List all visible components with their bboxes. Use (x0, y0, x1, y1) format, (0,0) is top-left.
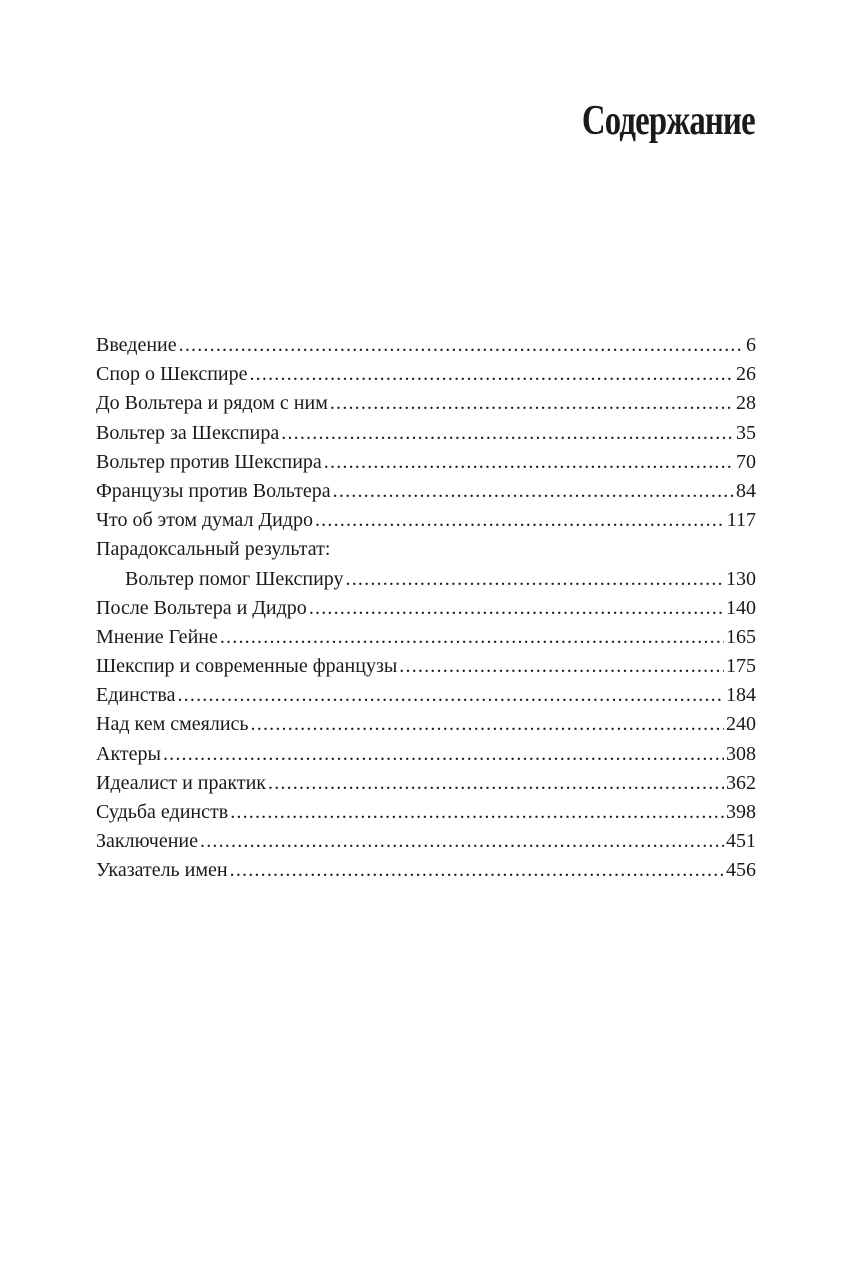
toc-dot-leader (163, 740, 724, 769)
toc-page-number: 140 (726, 596, 756, 619)
toc-entry-label: Над кем смеялись (96, 713, 249, 736)
toc-page-number: 117 (726, 509, 756, 532)
toc-entry-label: Французы против Вольтера (96, 479, 331, 502)
toc-entry-label: Парадоксальный результат: (96, 538, 331, 561)
toc-entry-introduction[interactable] (96, 331, 756, 360)
toc-entry-heine[interactable] (96, 623, 756, 652)
toc-page-number: 130 (726, 567, 756, 590)
toc-entry-label: Введение (96, 334, 177, 356)
toc-page-number: 165 (726, 625, 756, 648)
toc-dot-leader (309, 594, 724, 623)
toc-dot-leader (220, 623, 724, 652)
toc-page-number: 84 (736, 479, 756, 502)
toc-entry-label: Вольтер за Шекспира (96, 421, 280, 444)
toc-entry-label: Шекспир и современные французы (96, 655, 398, 678)
toc-entry-label: Заключение (96, 830, 198, 853)
toc-dot-leader (315, 506, 725, 535)
toc-dot-leader (230, 856, 724, 885)
toc-entry-idealist[interactable] (96, 769, 756, 798)
toc-entry-label: Судьба единств (96, 801, 229, 823)
toc-entry-label: Спор о Шекспире (96, 363, 248, 386)
toc-entry-label: До Вольтера и рядом с ним (96, 392, 328, 415)
toc-dot-leader (179, 331, 744, 360)
toc-page-number: 398 (726, 801, 756, 823)
toc-dot-leader (324, 448, 734, 477)
page-title: Содержание (581, 98, 755, 144)
toc-dot-leader (333, 477, 734, 506)
toc-entry-after-voltaire[interactable] (96, 594, 756, 623)
toc-page-number: 240 (726, 713, 756, 736)
toc-dot-leader (177, 681, 724, 710)
toc-entry-voltaire-helped[interactable] (96, 565, 756, 594)
toc-dot-leader (399, 652, 724, 681)
toc-entry-laughed-at[interactable] (96, 710, 756, 739)
toc-entry-label: Что об этом думал Дидро (96, 509, 313, 532)
toc-page-number: 362 (726, 771, 756, 794)
toc-dot-leader (346, 565, 724, 594)
toc-page-number: 35 (736, 421, 756, 444)
toc-page-number: 26 (736, 363, 756, 386)
toc-entry-paradox-heading[interactable] (96, 535, 756, 564)
toc-entry-modern-french[interactable] (96, 652, 756, 681)
toc-entry-voltaire-against[interactable] (96, 448, 756, 477)
toc-entry-conclusion[interactable] (96, 827, 756, 856)
toc-dot-leader (249, 360, 734, 389)
toc-dot-leader (330, 389, 734, 418)
toc-page-number: 456 (726, 859, 756, 882)
toc-page-number: 184 (726, 684, 756, 707)
toc-entry-diderot[interactable] (96, 506, 756, 535)
toc-page-number: 175 (726, 655, 756, 678)
toc-dot-leader (230, 798, 724, 827)
toc-entry-label: Вольтер против Шекспира (96, 450, 322, 473)
table-of-contents (96, 331, 756, 886)
toc-entry-label: Идеалист и практик (96, 771, 266, 794)
toc-entry-label: Единства (96, 684, 176, 707)
toc-dot-leader (200, 827, 724, 856)
toc-entry-unities[interactable] (96, 681, 756, 710)
toc-entry-voltaire-for[interactable] (96, 419, 756, 448)
toc-entry-name-index[interactable] (96, 856, 756, 885)
toc-dot-leader (268, 769, 724, 798)
toc-entry-french-against[interactable] (96, 477, 756, 506)
toc-dot-leader (281, 419, 734, 448)
toc-dot-leader (251, 710, 724, 739)
toc-page-number: 451 (726, 830, 756, 853)
toc-page-number: 308 (726, 742, 756, 765)
toc-page-number: 28 (736, 392, 756, 415)
toc-page-number: 6 (746, 334, 756, 356)
toc-entry-label: После Вольтера и Дидро (96, 596, 307, 619)
toc-page-number: 70 (736, 450, 756, 473)
toc-entry-before-voltaire[interactable] (96, 389, 756, 418)
toc-entry-dispute[interactable] (96, 360, 756, 389)
toc-entry-actors[interactable] (96, 740, 756, 769)
toc-entry-label: Указатель имен (96, 859, 228, 882)
toc-entry-label: Мнение Гейне (96, 625, 218, 648)
toc-entry-fate-of-unities[interactable] (96, 798, 756, 827)
toc-entry-label: Вольтер помог Шекспиру (125, 567, 344, 590)
toc-entry-label: Актеры (96, 742, 161, 765)
